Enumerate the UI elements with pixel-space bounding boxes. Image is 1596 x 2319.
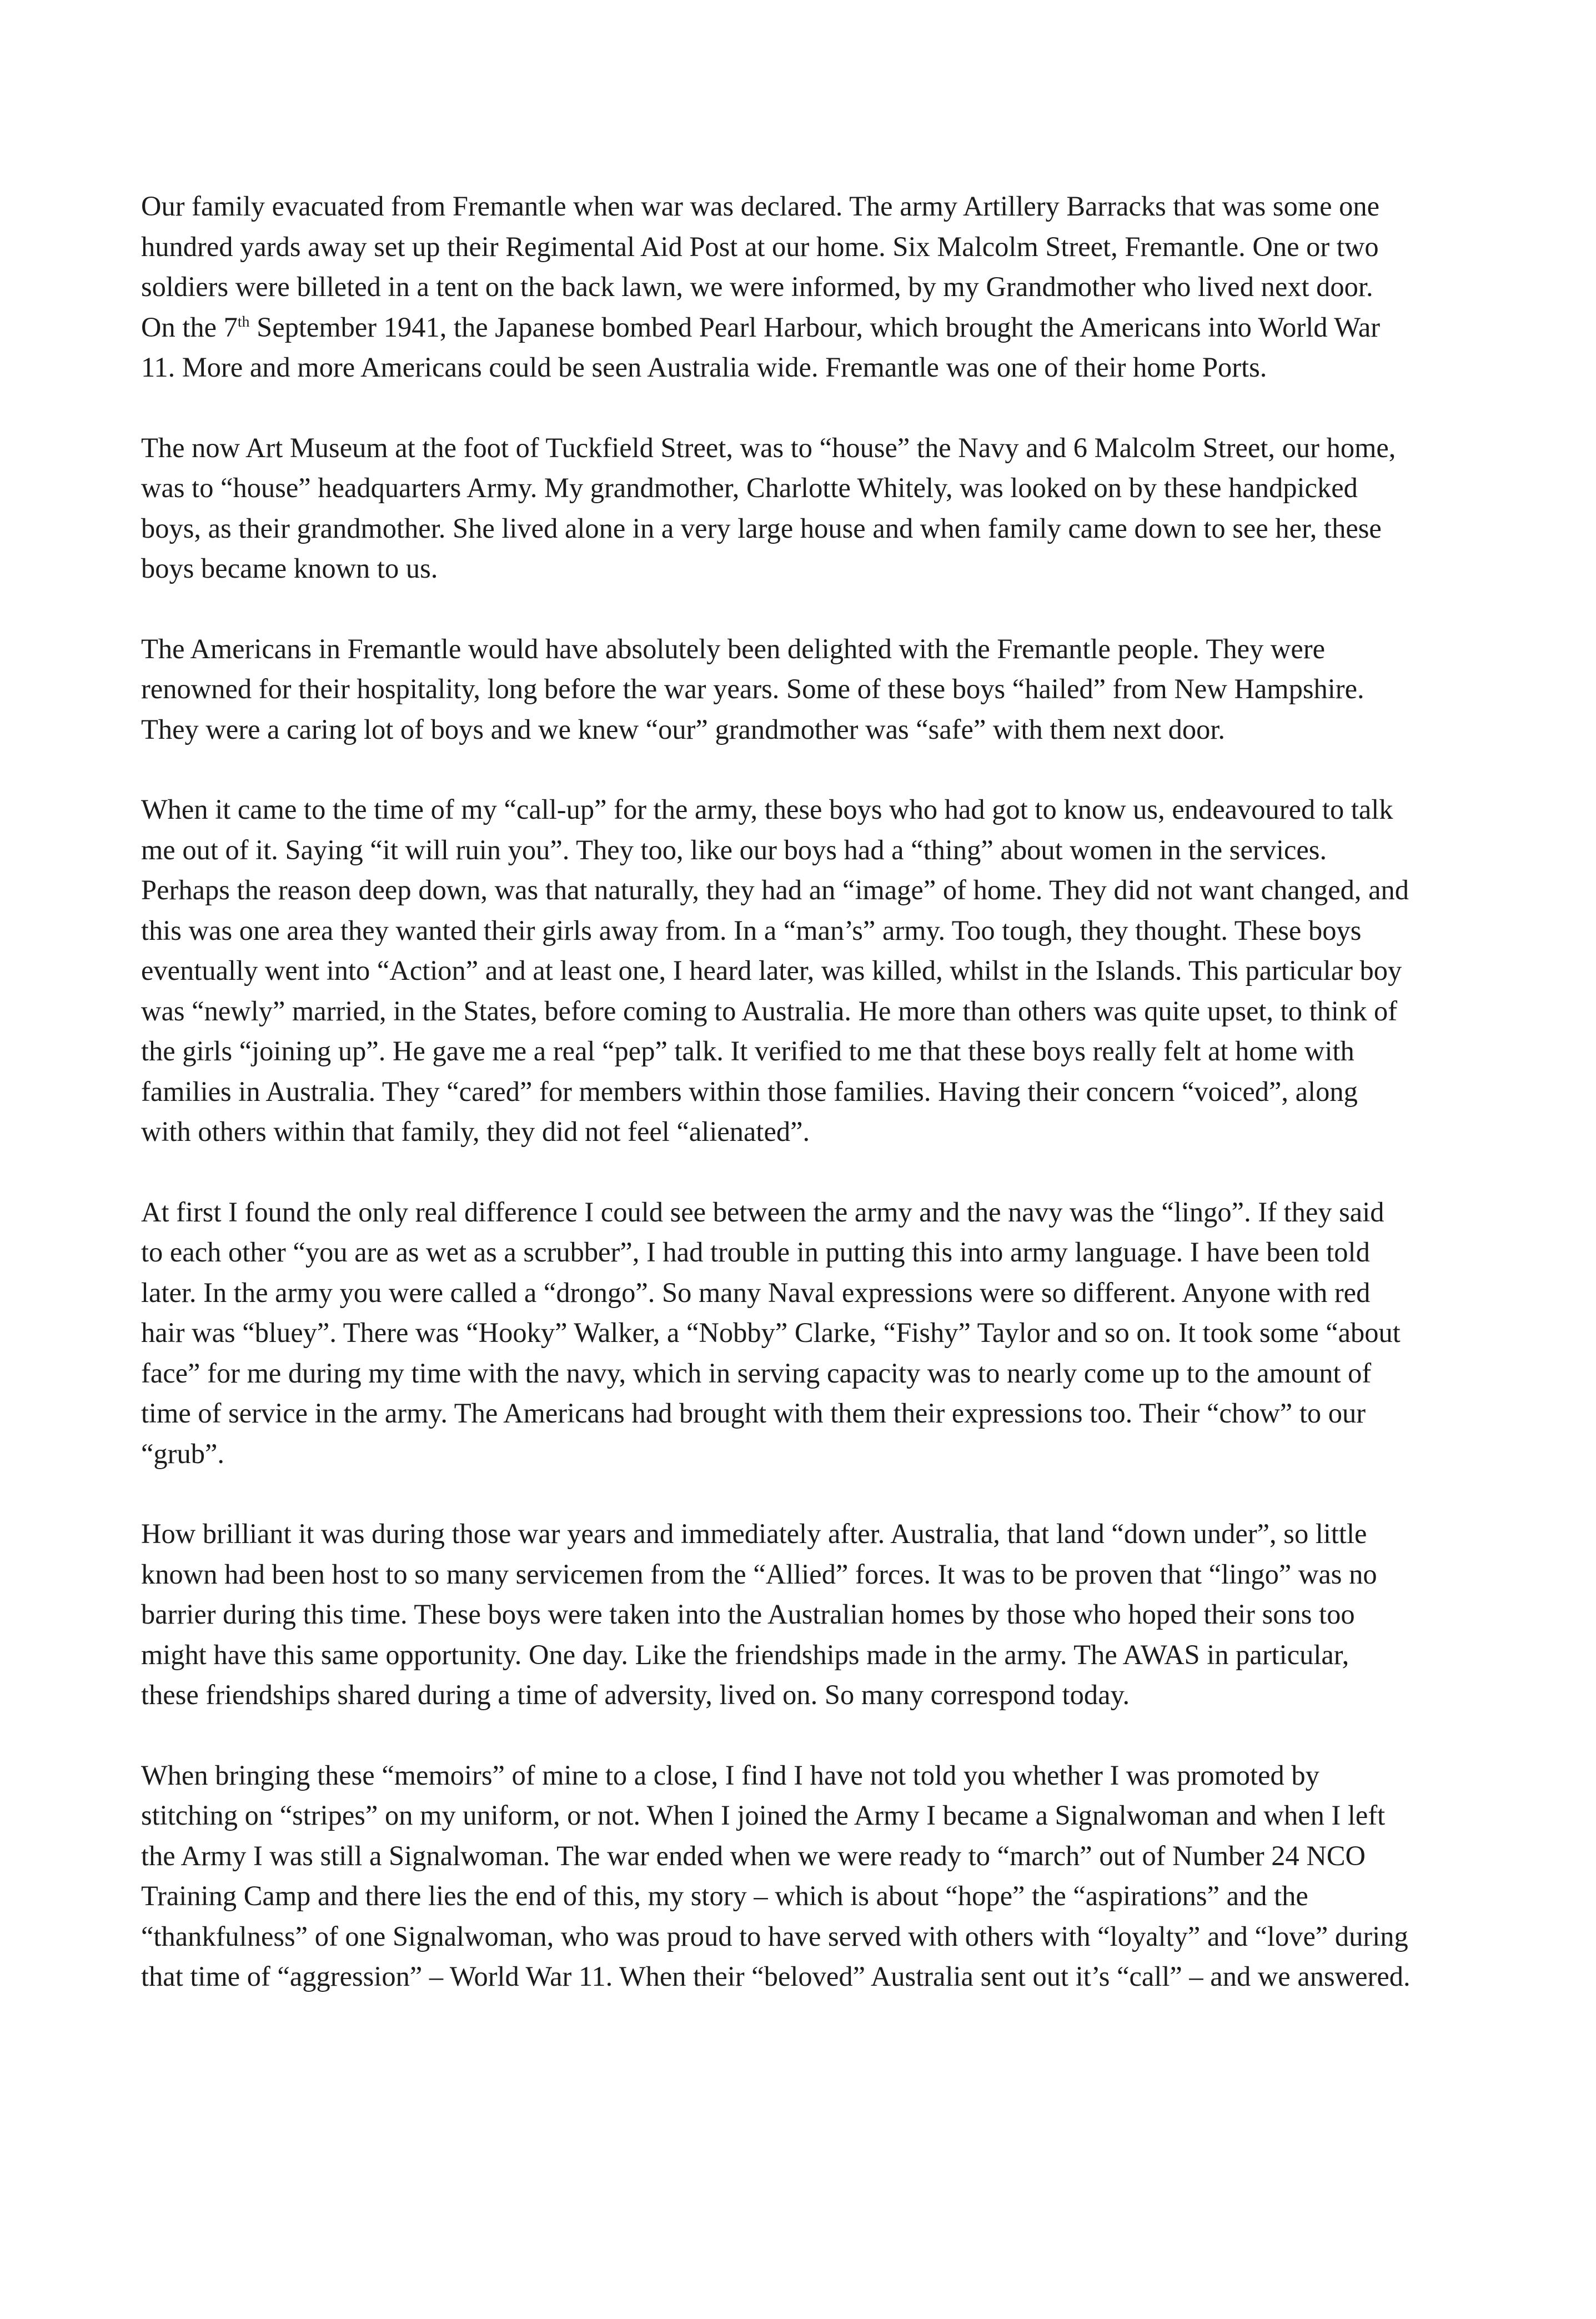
paragraph-closing: When bringing these “memoirs” of mine to a close, I find I have not told you whether I was promoted by stitching on “stripes” on my uniform, or not. When I joined the Army I became a Signalwoman and when I left the Army I was still a Signalwoman. The war ended when we were ready to “march” out of Number 24 NCO Training Camp and there lies the end of this, my story – which is about “hope” the “aspirations” and the “thankfulness” of one Signalwoman, who was proud to have served with others with “loyalty” and “love” during that time of “aggression” – World War 11. When their “beloved” Australia sent out it’s “call” – and we answered. <box>141 1759 1411 1992</box>
paragraph-americans: The Americans in Fremantle would have absolutely been delighted with the Fremantle people. They were renowned for their hospitality, long before the war years. Some of these boys “hailed” from New Hampshire. They were a caring lot of boys and we knew “our” grandmother was “safe” with them next door. <box>141 633 1364 745</box>
paragraph-call-up: When it came to the time of my “call-up” for the army, these boys who had got to know us, endeavoured to talk me out of it. Saying “it will ruin you”. They too, like our boys had a “thing” about women in the services. Perhaps the reason deep down, was that naturally, they had an “image” of home. They did not want changed, and this was one area they wanted their girls away from. In a “man’s” army. Too tough, they thought. These boys eventually went into “Action” and at least one, I heard later, was killed, whilst in the Islands. This particular boy was “newly” married, in the States, before coming to Australia. He more than others was quite upset, to think of the girls “joining up”. He gave me a real “pep” talk. It verified to me that these boys really felt at home with families in Australia. They “cared” for members within those families. Having their concern “voiced”, along with others within that family, they did not feel “alienated”. <box>141 794 1409 1147</box>
paragraph-lingo: At first I found the only real difference I could see between the army and the navy was the “lingo”. If they said to each other “you are as wet as a scrubber”, I had trouble in putting this into army language. I have been told later. In the army you were called a “drongo”. So many Naval expressions were so different. Anyone with red hair was “bluey”. There was “Hooky” Walker, a “Nobby” Clarke, “Fishy” Taylor and so on. It took some “about face” for me during my time with the navy, which in serving capacity was to nearly come up to the amount of time of service in the army. The Americans had brought with them their expressions too. Their “chow” to our “grub”. <box>141 1196 1401 1469</box>
paragraph-evacuation-text-end: September 1941, the Japanese bombed Pearl Harbour, which brought the Americans into World War 11. More and more Americans could be seen Australia wide. Fremantle was one of their home Ports. <box>141 311 1381 383</box>
memoir-page <box>141 186 1413 1997</box>
paragraph-war-years: How brilliant it was during those war years and immediately after. Australia, that land “down under”, so little known had been host to so many servicemen from the “Allied” forces. It was to be proven that “lingo” was no barrier during this time. These boys were taken into the Australian homes by those who hoped their sons too might have this same opportunity. One day. Like the friendships made in the army. The AWAS in particular, these friendships shared during a time of adversity, lived on. So many correspond today. <box>141 1518 1377 1710</box>
paragraph-art-museum: The now Art Museum at the foot of Tuckfield Street, was to “house” the Navy and 6 Malcolm Street, our home, was to “house” headquarters Army. My grandmother, Charlotte Whitely, was looked on by these handpicked boys, as their grandmother. She lived alone in a very large house and when family came down to see her, these boys became known to us. <box>141 432 1396 584</box>
ordinal-suffix: th <box>237 313 250 330</box>
paragraph-evacuation-text-start: Our family evacuated from Fremantle when war was declared. The army Artillery Barracks that was some one hundred yards away set up their Regimental Aid Post at our home. Six Malcolm Street, Fremantle. One or two soldiers were billeted in a tent on the back lawn, we were informed, by my Grandmother who lived next door. On the 7 <box>141 191 1380 343</box>
paragraph-evacuation <box>141 186 1413 388</box>
